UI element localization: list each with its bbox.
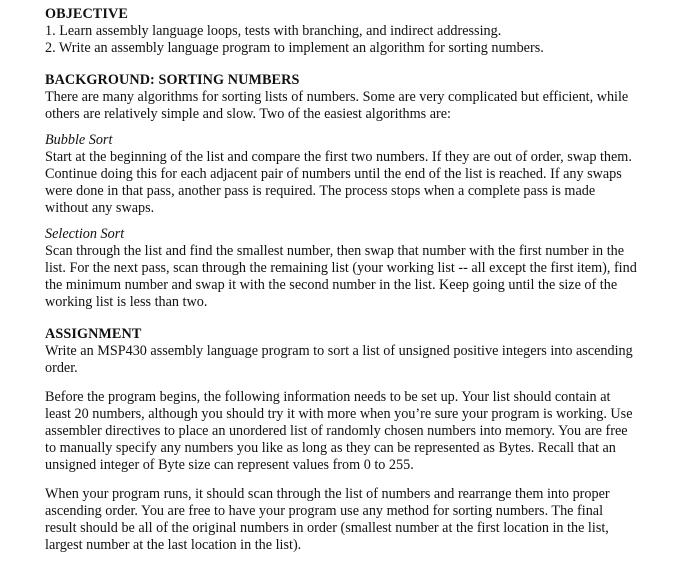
selection-sort-line: working list is less than two. (45, 294, 208, 310)
background-heading: BACKGROUND: SORTING NUMBERS (45, 72, 300, 88)
background-intro-line: others are relatively simple and slow. Two of the easiest algorithms are: (45, 106, 451, 122)
objective-heading: OBJECTIVE (45, 6, 128, 22)
assignment-section (45, 326, 677, 554)
bubble-sort-block (45, 132, 677, 217)
assignment-intro-line: Write an MSP430 assembly language program to sort a list of unsigned positive integers into ascending (45, 343, 633, 359)
run-line: ascending order. You are free to have your program use any method for sorting numbers. The final (45, 503, 604, 519)
background-intro-line: There are many algorithms for sorting lists of numbers. Some are very complicated but efficient, while (45, 89, 629, 105)
run-line: When your program runs, it should scan through the list of numbers and rearrange them into proper (45, 486, 610, 502)
run-line: result should be all of the original numbers in order (smallest number at the first location in the list, (45, 520, 609, 536)
objective-section (45, 6, 677, 57)
assignment-setup-paragraph (45, 389, 677, 474)
selection-sort-block (45, 226, 677, 311)
selection-sort-line: list. For the next pass, scan through the remaining list (your working list -- all except the first item), find (45, 260, 637, 276)
objective-item: 2. Write an assembly language program to implement an algorithm for sorting numbers. (45, 40, 544, 56)
bubble-sort-line: Start at the beginning of the list and compare the first two numbers. If they are out of order, swap them. (45, 149, 632, 165)
selection-sort-title: Selection Sort (45, 226, 125, 242)
background-section (45, 72, 677, 311)
assignment-heading: ASSIGNMENT (45, 326, 142, 342)
assignment-intro-line: order. (45, 360, 78, 376)
setup-line: assembler directives to place an unordered list of randomly chosen numbers into memory. You are free (45, 423, 628, 439)
setup-line: least 20 numbers, although you should try it with more when you’re sure your program is working. Use (45, 406, 633, 422)
setup-line: to manually specify any numbers you like as long as they can be represented as Bytes. Recall that an (45, 440, 616, 456)
bubble-sort-line: without any swaps. (45, 200, 155, 216)
run-line: largest number at the last location in the list). (45, 537, 302, 553)
bubble-sort-line: Continue doing this for each adjacent pair of numbers until the end of the list is reached. If any swaps (45, 166, 622, 182)
assignment-run-paragraph (45, 486, 677, 554)
bubble-sort-line: were done in that pass, another pass is required. The process stops when a complete pass is made (45, 183, 596, 199)
setup-line: Before the program begins, the following information needs to be set up. Your list should contain at (45, 389, 611, 405)
selection-sort-line: the minimum number and swap it with the second number in the list. Keep going until the size of the (45, 277, 618, 293)
objective-item: 1. Learn assembly language loops, tests with branching, and indirect addressing. (45, 23, 502, 39)
setup-line: unsigned integer of Byte size can represent values from 0 to 255. (45, 457, 414, 473)
document-page (45, 6, 677, 554)
selection-sort-line: Scan through the list and find the smallest number, then swap that number with the first number in the (45, 243, 625, 259)
bubble-sort-title: Bubble Sort (45, 132, 113, 148)
